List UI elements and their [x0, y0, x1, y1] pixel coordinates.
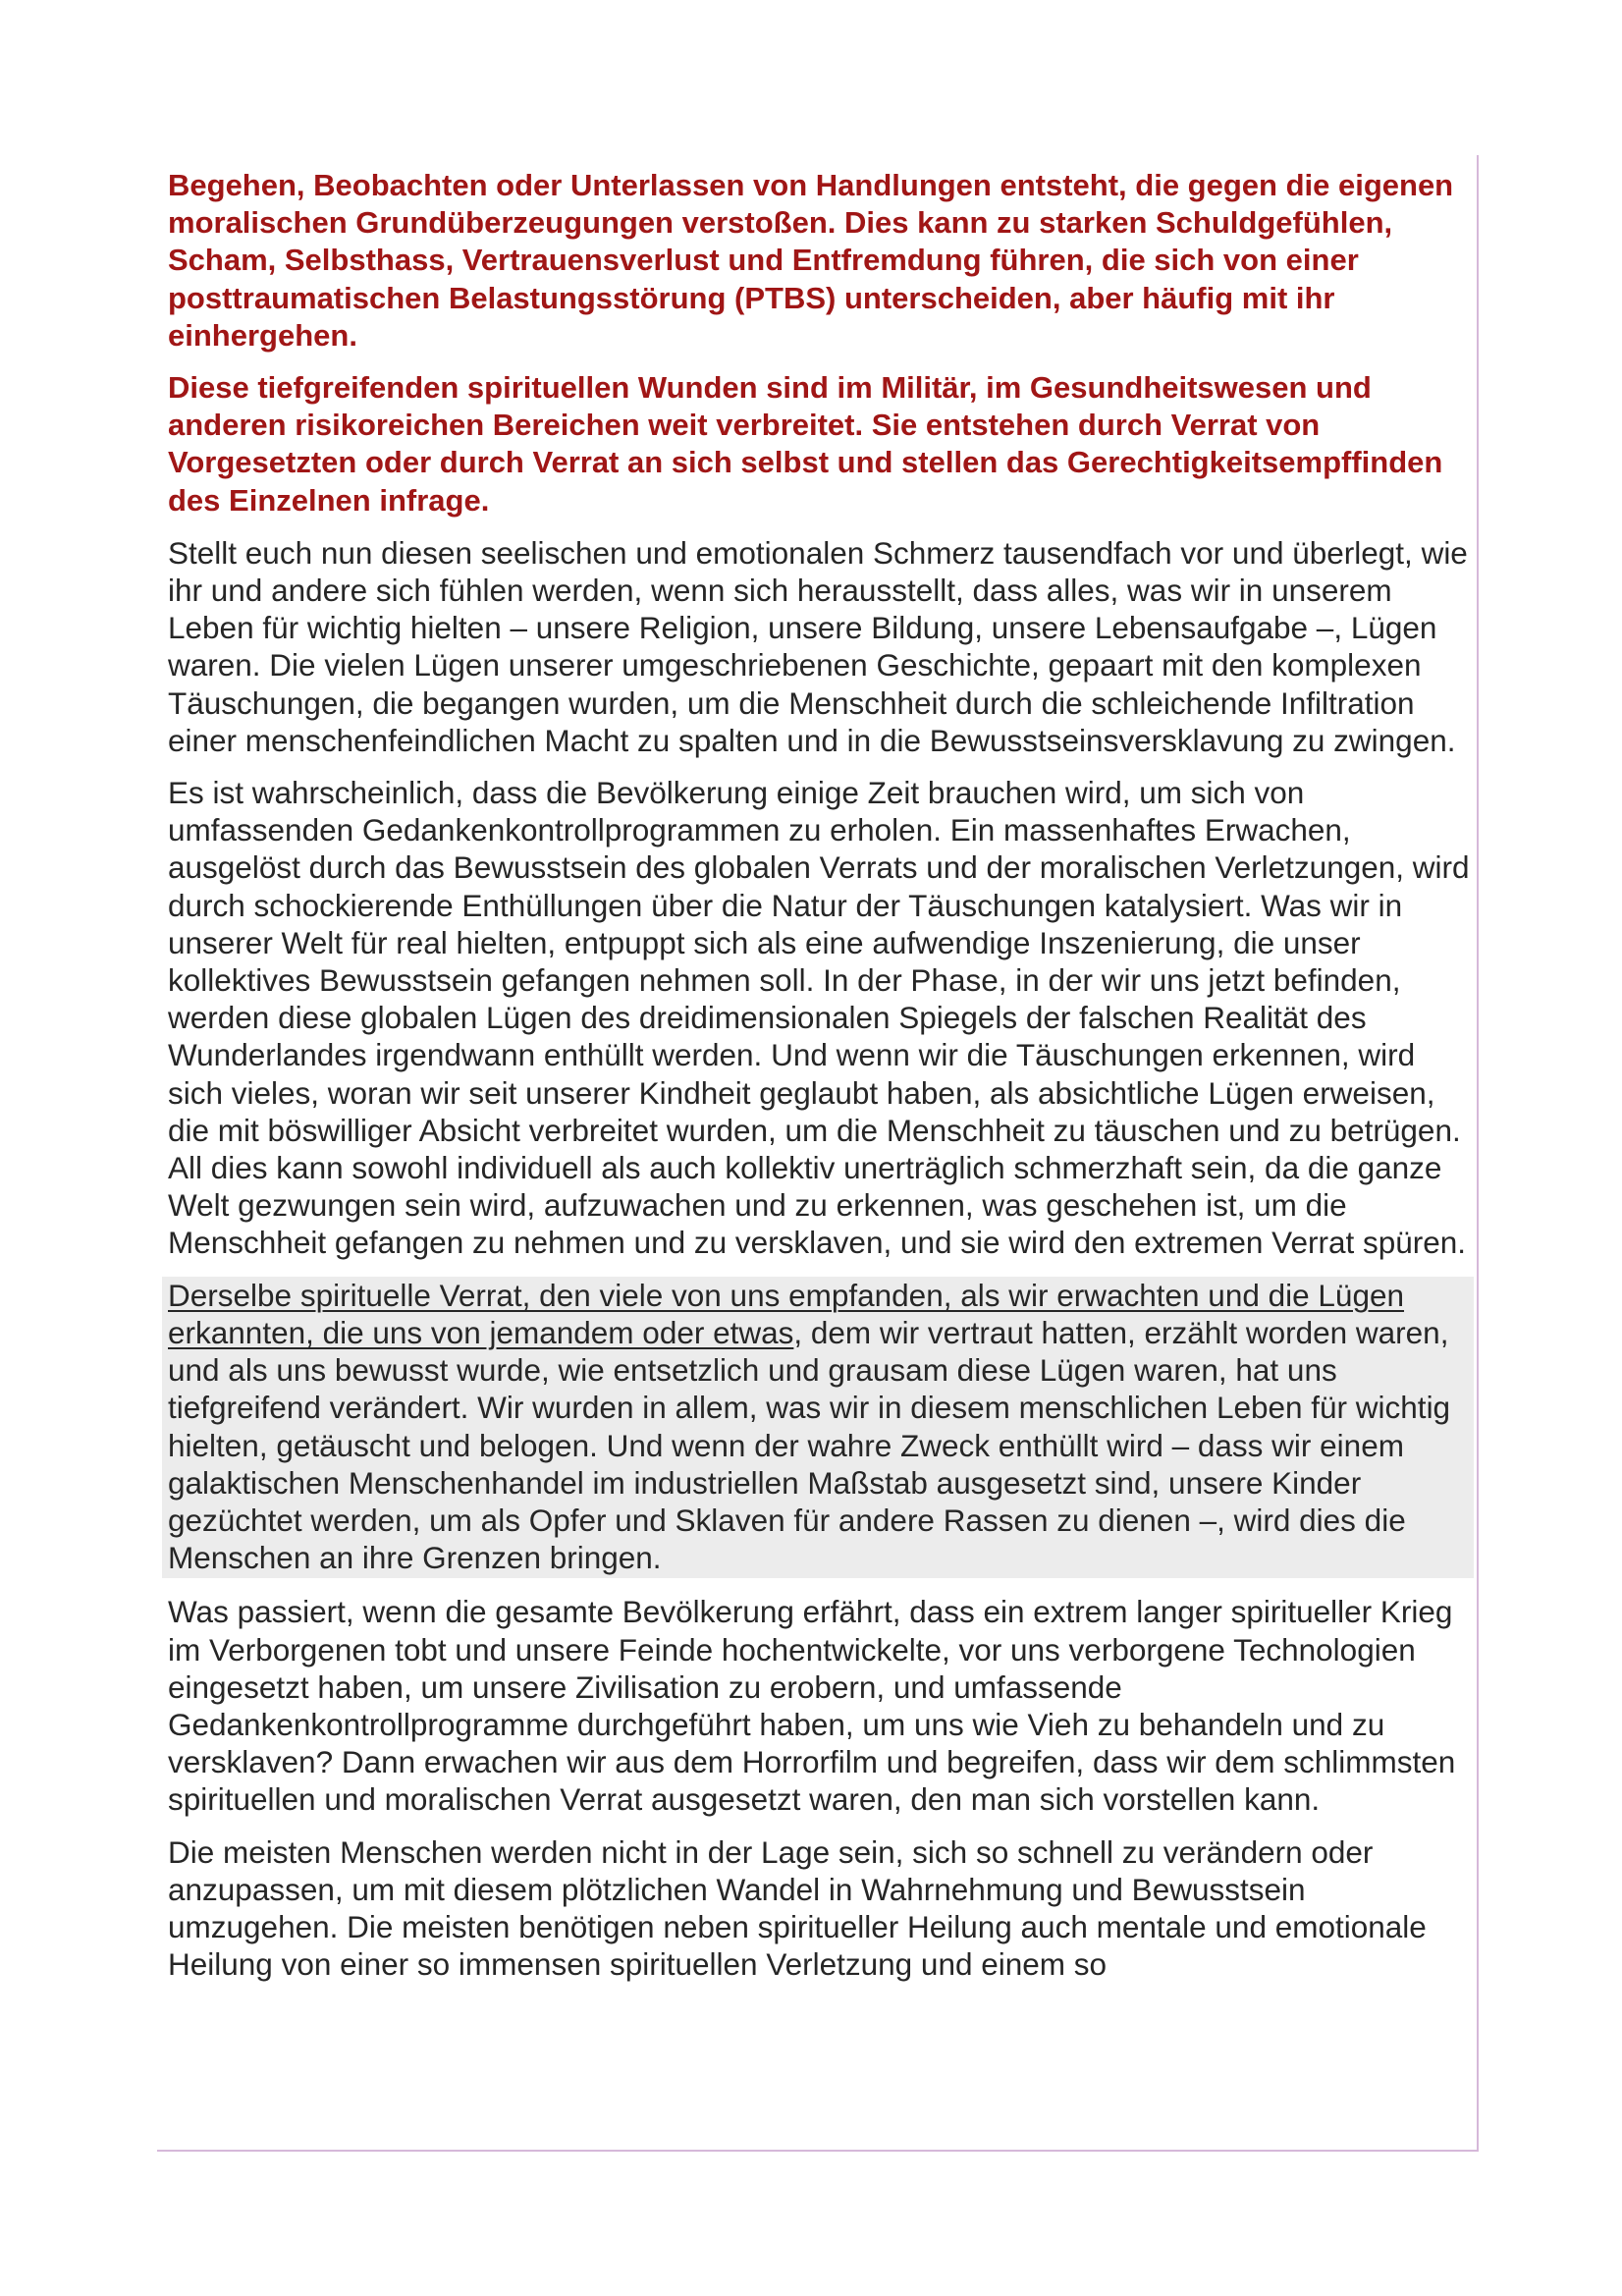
paragraph-5-rest: , dem wir vertraut hatten, erzählt worden waren, und als uns bewusst wurde, wie entsetzlich und grausam diese Lügen waren, hat uns tiefgreifend verändert. Wir wurden in allem, was wir in diesem menschlichen Leben für wichtig hielten, getäuscht und belogen. Und wenn der wahre Zweck enthüllt wird – dass wir einem galaktischen Menschenhandel im industriellen Maßstab ausgesetzt sind, unsere Kinder gezüchtet werden, um als Opfer und Sklaven für andere Rassen zu dienen –, wird dies die Menschen an ihre Grenzen bringen. — [168, 1314, 1451, 1576]
underlined-text: Derselbe spirituelle Verrat, den viele von uns empfanden, als wir erwachten und die Lügen erkannten, die uns von jemandem oder etwas — [168, 1277, 1405, 1350]
paragraph-6: Was passiert, wenn die gesamte Bevölkerung erfährt, dass ein extrem langer spiritueller Krieg im Verborgenen tobt und unsere Feinde hochentwickelte, vor uns verborgene Technologien eingesetzt haben, um unsere Zivilisation zu erobern, und umfassende Gedankenkontrollprogramme durchgeführt haben, um uns wie Vieh zu behandeln und zu versklaven? Dann erwachen wir aus dem Horrorfilm und begreifen, dass wir dem schlimmsten spirituellen und moralischen Verrat ausgesetzt waren, den man sich vorstellen kann. — [168, 1594, 1456, 1818]
paragraph-3: Stellt euch nun diesen seelischen und emotionalen Schmerz tausendfach vor und überlegt, wie ihr und andere sich fühlen werden, wenn sich herausstellt, dass alles, was wir in unserem Leben für wichtig hielten – unsere Religion, unsere Bildung, unsere Lebensaufgabe –, Lügen waren. Die vielen Lügen unserer umgeschriebenen Geschichte, gepaart mit den komplexen Täuschungen, die begangen wurden, um die Menschheit durch die schleichende Infiltration einer menschenfeindlichen Macht zu spalten und in die Bewusstseinsversklavung zu zwingen. — [168, 534, 1468, 758]
paragraph-7: Die meisten Menschen werden nicht in der Lage sein, sich so schnell zu verändern oder anzupassen, um mit diesem plötzlichen Wandel in Wahrnehmung und Bewusstsein umzugehen. Die meisten benötigen neben spiritueller Heilung auch mentale und emotionale Heilung von einer so immensen spirituellen Verletzung und einem so — [168, 1833, 1427, 1983]
page-frame-bottom-border — [157, 2150, 1479, 2152]
paragraph-1: Begehen, Beobachten oder Unterlassen von Handlungen entsteht, die gegen die eigenen moralischen Grundüberzeugungen verstoßen. Dies kann zu starken Schuldgefühlen, Scham, Selbsthass, Vertrauensverlust und Entfremdung führen, die sich von einer posttraumatischen Belastungsstörung (PTBS) unterscheiden, aber häufig mit ihr einhergehen. — [168, 168, 1454, 353]
page-frame-right-border — [1477, 155, 1479, 2151]
paragraph-5-highlighted — [162, 1277, 1474, 1579]
document-body — [168, 167, 1474, 1997]
paragraph-2: Diese tiefgreifenden spirituellen Wunden sind im Militär, im Gesundheitswesen und anderen risikoreichen Bereichen weit verbreitet. Sie entstehen durch Verrat von Vorgesetzten oder durch Verrat an sich selbst und stellen das Gerechtigkeitsempffinden des Einzelnen infrage. — [168, 370, 1443, 518]
paragraph-4: Es ist wahrscheinlich, dass die Bevölkerung einige Zeit brauchen wird, um sich von umfassenden Gedankenkontrollprogrammen zu erholen. Ein massenhaftes Erwachen, ausgelöst durch das Bewusstsein des globalen Verrats und der moralischen Verletzungen, wird durch schockierende Enthüllungen über die Natur der Täuschungen katalysiert. Was wir in unserer Welt für real hielten, entpuppt sich als eine aufwendige Inszenierung, die unser kollektives Bewusstsein gefangen nehmen soll. In der Phase, in der wir uns jetzt befinden, werden diese globalen Lügen des dreidimensionalen Spiegels der falschen Realität des Wunderlandes irgendwann enthüllt werden. Und wenn wir die Täuschungen erkennen, wird sich vieles, woran wir seit unserer Kindheit geglaubt haben, als absichtliche Lügen erweisen, die mit böswilliger Absicht verbreitet wurden, um die Menschheit zu täuschen und zu betrügen. All dies kann sowohl individuell als auch kollektiv unerträglich schmerzhaft sein, da die ganze Welt gezwungen sein wird, aufzuwachen und zu erkennen, was geschehen ist, um die Menschheit gefangen zu nehmen und zu versklaven, und sie wird den extremen Verrat spüren. — [168, 775, 1470, 1261]
